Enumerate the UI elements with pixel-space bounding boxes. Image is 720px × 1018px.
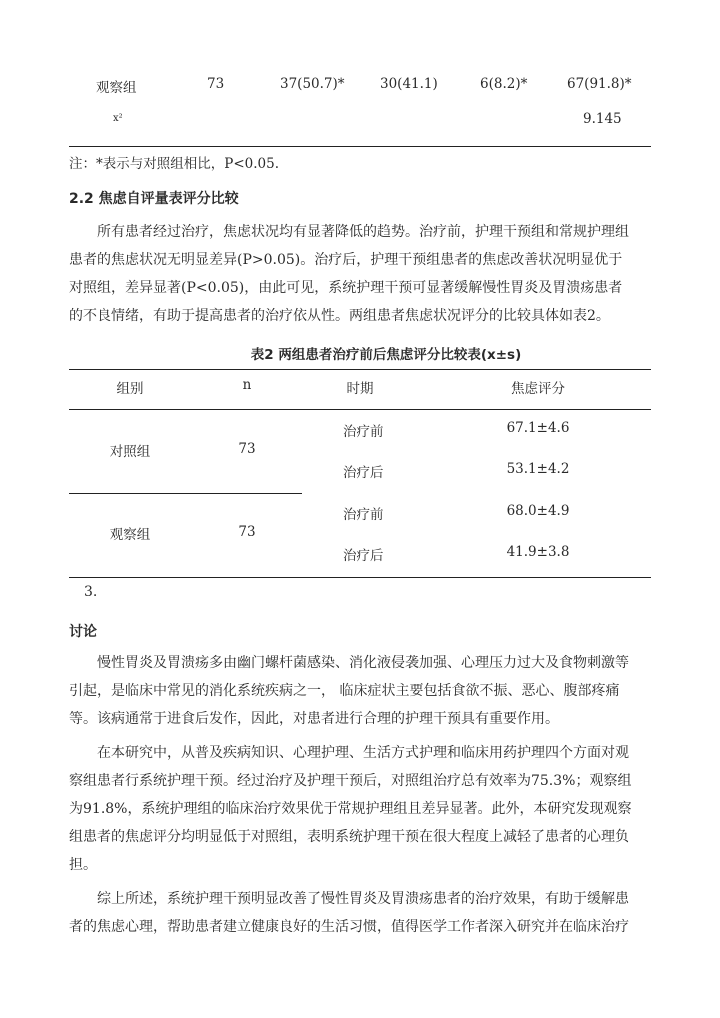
table2-header-group: 组别 — [116, 381, 144, 397]
table2-group-control: 对照组 — [109, 444, 151, 460]
section-2-2-heading: 2.2 焦虑自评量表评分比较 — [69, 191, 239, 207]
paragraph-line: 患者的焦虑状况无明显差异(P>0.05)。治疗后，护理干预组患者的焦虑改善状况明显优于 — [69, 252, 623, 268]
table1-effective-cell: 30(41.1) — [380, 76, 438, 92]
table2-header-rule — [69, 409, 651, 410]
table2-top-rule — [69, 369, 651, 370]
paragraph-line: 综上所述，系统护理干预明显改善了慢性胃炎及胃溃疡患者的治疗效果，有助于缓解患 — [97, 891, 629, 907]
table1-marked-cell: 37(50.7)* — [280, 76, 345, 92]
paragraph-line: 为91.8%，系统护理组的临床治疗效果优于常规护理组且差异显著。此外，本研究发现观察 — [69, 801, 632, 817]
paragraph-line: 所有患者经过治疗，焦虑状况均有显著降低的趋势。治疗前，护理干预组和常规护理组 — [97, 224, 629, 240]
table2-period-cell: 治疗后 — [343, 548, 384, 564]
table2-group-observation: 观察组 — [109, 527, 151, 543]
paragraph-line: 者的焦虑心理，帮助患者建立健康良好的生活习惯，值得医学工作者深入研究并在临床治疗 — [69, 919, 629, 935]
table1-chi-label: x² — [113, 113, 123, 124]
table1-ineffective-cell: 6(8.2)* — [480, 76, 528, 92]
table2-period-cell: 治疗前 — [343, 507, 384, 523]
table2-n-control: 73 — [238, 441, 256, 457]
paragraph-line: 担。 — [69, 857, 97, 873]
paragraph-line: 等。该病通常于进食后发作，因此，对患者进行合理的护理干预具有重要作用。 — [69, 711, 559, 727]
table2-score-cell: 67.1±4.6 — [506, 420, 570, 436]
table2-score-cell: 41.9±3.8 — [506, 544, 570, 560]
section-2-2-paragraph — [69, 218, 653, 330]
table1-note: 注：*表示与对照组相比，P<0.05. — [69, 156, 279, 172]
table2-caption: 表2 两组患者治疗前后焦虑评分比较表(x±s) — [250, 347, 522, 363]
table2-score-cell: 53.1±4.2 — [506, 461, 570, 477]
paragraph-line: 对照组，差异显著(P<0.05)，由此可见，系统护理干预可显著缓解慢性胃炎及胃溃疡患者 — [69, 280, 623, 296]
paragraph-line: 在本研究中，从普及疾病知识、心理护理、生活方式护理和临床用药护理四个方面对观 — [97, 745, 629, 761]
table2-bottom-rule — [69, 577, 651, 578]
discussion-heading: 讨论 — [69, 624, 97, 640]
table1-bottom-rule — [69, 146, 651, 147]
discussion-paragraph-3 — [69, 885, 653, 941]
table1-chi-value: 9.145 — [583, 111, 622, 127]
table2-group-divider — [69, 493, 302, 494]
paragraph-line: 慢性胃炎及胃溃疡多由幽门螺杆菌感染、消化液侵袭加强、心理压力过大及食物刺激等 — [97, 655, 629, 671]
discussion-paragraph-2 — [69, 739, 653, 879]
table2-score-cell: 68.0±4.9 — [506, 503, 570, 519]
table2-header-score: 焦虑评分 — [511, 381, 565, 397]
table2-header-n: n — [242, 377, 252, 393]
discussion-paragraph-1 — [69, 649, 653, 733]
paragraph-line: 察组患者行系统护理干预。经过治疗及护理干预后，对照组治疗总有效率为75.3%；观察组 — [69, 773, 632, 789]
table1-total-cell: 67(91.8)* — [567, 76, 632, 92]
section-3-number: 3. — [84, 584, 98, 600]
table2-header-period: 时期 — [346, 381, 374, 397]
paragraph-line: 组患者的焦虑评分均明显低于对照组，表明系统护理干预在很大程度上减轻了患者的心理负 — [69, 829, 629, 845]
table1-group-cell: 观察组 — [96, 80, 137, 96]
table2-period-cell: 治疗后 — [343, 465, 384, 481]
paragraph-line: 的不良情绪，有助于提高患者的治疗依从性。两组患者焦虑状况评分的比较具体如表2。 — [69, 308, 610, 324]
table1-n-cell: 73 — [207, 76, 225, 92]
table2-period-cell: 治疗前 — [343, 424, 384, 440]
paragraph-line: 引起，是临床中常见的消化系统疾病之一， 临床症状主要包括食欲不振、恶心、腹部疼痛 — [69, 683, 620, 699]
table2-n-observation: 73 — [238, 524, 256, 540]
